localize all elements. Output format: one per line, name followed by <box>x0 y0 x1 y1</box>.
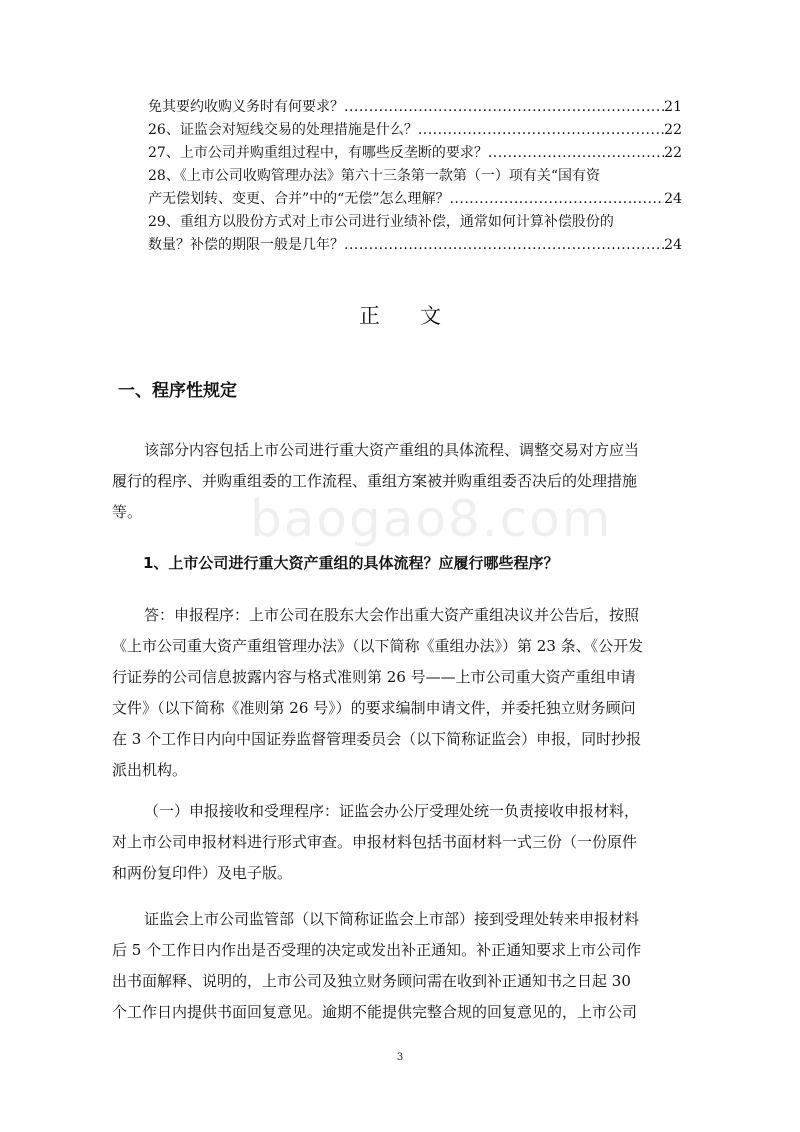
toc-entry-text: 27、上市公司并购重组过程中，有哪些反垄断的要求？ <box>148 145 488 161</box>
step1-paragraph: （一）申报接收和受理程序：证监会办公厅受理处统一负责接收申报材料， 对上市公司申报材料进行形式审查。申报材料包括书面材料一式三份（一份原件 和两份复印件）及电子版。 <box>112 802 640 882</box>
toc-entry[interactable] <box>148 119 682 142</box>
toc-entry[interactable] <box>148 96 682 119</box>
toc-entry[interactable] <box>148 142 682 165</box>
toc-entry-text: 28、《上市公司收购管理办法》第六十三条第一款第（一）项有关“国有资 <box>148 168 600 184</box>
section-heading: 一、程序性规定 <box>118 381 237 401</box>
toc-entry-text: 26、证监会对短线交易的处理措施是什么？ <box>148 122 418 138</box>
answer-paragraph: 答：申报程序：上市公司在股东大会作出重大资产重组决议并公告后，按照 《上市公司重大资产重组管理办法》（以下简称《重组办法》）第 23 条、《公开发 行证券的公司信息披露内容与格式准则第 26 号——上市公司重大资产重组申请 文件》（以下简称《准则第 26 号》）的要求编制申请文件，并委托独立财务顾问 在 3 个工作日内向中国证券监督管理委员会（以下简称证监会）申报，同时抄报 派出机构。 <box>112 606 644 779</box>
toc-dot-leader <box>488 142 664 165</box>
toc-entry-text: 数量？补偿的期限一般是几年？ <box>148 237 344 253</box>
toc-dot-leader <box>418 119 664 142</box>
toc-entry[interactable] <box>148 188 682 211</box>
toc-entry[interactable] <box>148 234 682 257</box>
toc-entry[interactable] <box>148 165 682 188</box>
toc-page-number: 22 <box>664 145 682 161</box>
toc-page-number: 22 <box>664 122 682 138</box>
table-of-contents <box>148 96 682 257</box>
toc-entry-text: 产无偿划转、变更、合并”中的“无偿”怎么理解？ <box>148 191 450 207</box>
body-title: 正文 <box>359 304 481 328</box>
step2-paragraph: 证监会上市公司监管部（以下简称证监会上市部）接到受理处转来申报材料 后 5 个工作日内作出是否受理的决定或发出补正通知。补正通知要求上市公司作 出书面解释、说明的，上市公司及独立财务顾问需在收到补正通知书之日起 30 个工作日内提供书面回复意见。逾期不能提供完整合规的回复意见的，上市公司 <box>112 910 642 1021</box>
page-number: 3 <box>396 1052 404 1063</box>
toc-entry-text: 免其要约收购义务时有何要求？ <box>148 99 344 115</box>
toc-entry[interactable] <box>148 211 682 234</box>
toc-dot-leader <box>344 96 664 119</box>
watermark: baogao8.com <box>250 490 613 548</box>
toc-dot-leader <box>344 234 664 257</box>
intro-paragraph: 该部分内容包括上市公司进行重大资产重组的具体流程、调整交易对方应当 履行的程序、并购重组委的工作流程、重组方案被并购重组委否决后的处理措施 等。 <box>112 441 640 521</box>
question-heading: 1、上市公司进行重大资产重组的具体流程？应履行哪些程序？ <box>143 554 559 572</box>
toc-entry-text: 29、重组方以股份方式对上市公司进行业绩补偿，通常如何计算补偿股份的 <box>148 214 614 230</box>
toc-page-number: 24 <box>664 237 682 253</box>
toc-page-number: 21 <box>664 99 682 115</box>
toc-dot-leader <box>449 188 664 211</box>
toc-page-number: 24 <box>664 191 682 207</box>
